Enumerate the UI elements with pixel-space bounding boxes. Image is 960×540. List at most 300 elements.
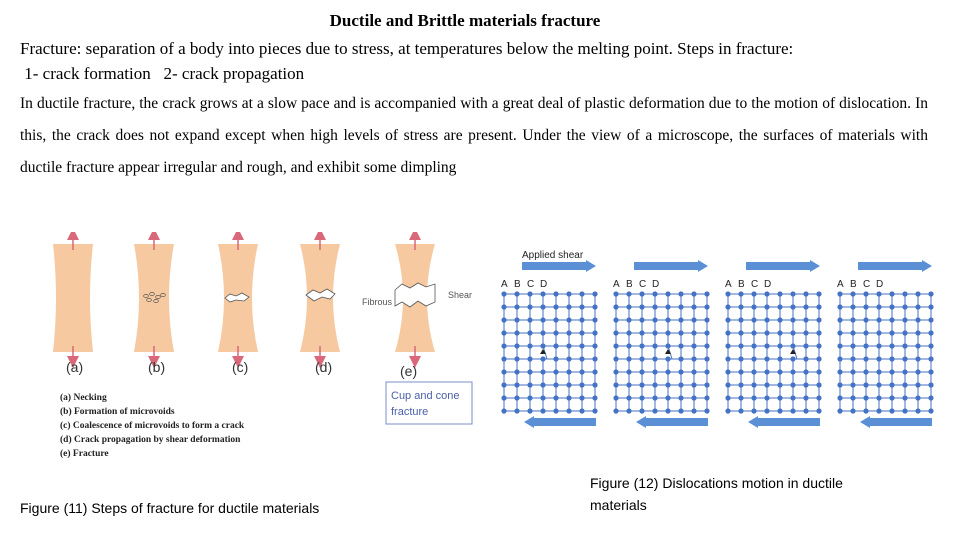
lattice-atom bbox=[652, 330, 657, 335]
lattice-atom bbox=[613, 369, 618, 374]
lattice-atom bbox=[691, 356, 696, 361]
column-label: C bbox=[863, 279, 871, 290]
lattice-atom bbox=[889, 382, 894, 387]
lattice-atom bbox=[540, 382, 545, 387]
lattice-atom bbox=[790, 356, 795, 361]
lattice-atom bbox=[665, 291, 670, 296]
lattice-atom bbox=[626, 408, 631, 413]
lattice-atom bbox=[725, 304, 730, 309]
lattice-atom bbox=[850, 395, 855, 400]
stage-label-a: (a) bbox=[66, 359, 84, 375]
lattice-atom bbox=[764, 382, 769, 387]
lattice-atom bbox=[639, 369, 644, 374]
lattice-atom bbox=[626, 395, 631, 400]
lattice-atom bbox=[738, 382, 743, 387]
lattice-atom bbox=[915, 369, 920, 374]
lattice-atom bbox=[553, 330, 558, 335]
column-label: D bbox=[540, 279, 548, 290]
lattice-atom bbox=[928, 343, 933, 348]
shear-arrow-bottom-head bbox=[524, 416, 534, 428]
lattice-atom bbox=[665, 369, 670, 374]
lattice-atom bbox=[540, 343, 545, 348]
lattice-atom bbox=[691, 317, 696, 322]
lattice-atom bbox=[527, 317, 532, 322]
lattice-atom bbox=[678, 356, 683, 361]
lattice-atom bbox=[751, 369, 756, 374]
lattice-atom bbox=[527, 408, 532, 413]
lattice-atom bbox=[553, 356, 558, 361]
lattice-atom bbox=[626, 330, 631, 335]
lattice-atom bbox=[889, 343, 894, 348]
lattice-atom bbox=[652, 382, 657, 387]
lattice-atom bbox=[514, 304, 519, 309]
lattice-atom bbox=[527, 330, 532, 335]
lattice-atom bbox=[725, 395, 730, 400]
lattice-atom bbox=[863, 291, 868, 296]
lattice-atom bbox=[613, 408, 618, 413]
lattice-atom bbox=[915, 317, 920, 322]
lattice-atom bbox=[850, 369, 855, 374]
lattice-atom bbox=[816, 382, 821, 387]
lattice-atom bbox=[837, 369, 842, 374]
lattice-atom bbox=[613, 395, 618, 400]
lattice-atom bbox=[850, 382, 855, 387]
lattice-atom bbox=[902, 369, 907, 374]
lattice-atom bbox=[902, 343, 907, 348]
lattice-atom bbox=[704, 304, 709, 309]
lattice-atom bbox=[553, 369, 558, 374]
lattice-atom bbox=[639, 395, 644, 400]
lattice-atom bbox=[501, 408, 506, 413]
lattice-atom bbox=[592, 330, 597, 335]
lattice-atom bbox=[613, 356, 618, 361]
lattice-atom bbox=[501, 304, 506, 309]
lattice-atom bbox=[592, 382, 597, 387]
lattice-atom bbox=[665, 304, 670, 309]
column-label: D bbox=[652, 279, 660, 290]
lattice-atom bbox=[837, 291, 842, 296]
lattice-atom bbox=[790, 408, 795, 413]
lattice-atom bbox=[691, 343, 696, 348]
lattice-atom bbox=[527, 356, 532, 361]
lattice-atom bbox=[889, 369, 894, 374]
lattice-atom bbox=[566, 317, 571, 322]
lattice-atom bbox=[678, 343, 683, 348]
lattice-atom bbox=[863, 408, 868, 413]
page-title: Ductile and Brittle materials fracture bbox=[329, 11, 601, 30]
lattice-atom bbox=[863, 356, 868, 361]
lattice-atom bbox=[626, 356, 631, 361]
lattice-atom bbox=[704, 330, 709, 335]
shear-arrow-bottom-head bbox=[860, 416, 870, 428]
lattice-atom bbox=[816, 304, 821, 309]
lattice-atom bbox=[837, 356, 842, 361]
lattice-atom bbox=[902, 382, 907, 387]
lattice-atom bbox=[639, 304, 644, 309]
lattice-atom bbox=[764, 317, 769, 322]
lattice-atom bbox=[501, 382, 506, 387]
lattice-atom bbox=[678, 330, 683, 335]
lattice-atom bbox=[540, 356, 545, 361]
lattice-atom bbox=[691, 395, 696, 400]
legend-necking: (a) Necking bbox=[60, 393, 107, 403]
lattice-atom bbox=[915, 395, 920, 400]
lattice-atom bbox=[850, 291, 855, 296]
lattice-atom bbox=[777, 317, 782, 322]
lattice-atom bbox=[691, 382, 696, 387]
lattice-atom bbox=[902, 395, 907, 400]
ductile-paragraph: In ductile fracture, the crack grows at a slow pace and is accompanied with a great deal of plastic deformation due to the motion of dislocation. In this, the crack does not expand except when high levels of stress are present. Under the view of a microscope, the surfaces of materials with ductile fracture appear irregular and rough, and exhibit some dimpling bbox=[20, 95, 928, 176]
lattice-atom bbox=[514, 382, 519, 387]
lattice-atom bbox=[691, 304, 696, 309]
lattice-atom bbox=[540, 369, 545, 374]
figure-12-caption-line-2: materials bbox=[590, 497, 647, 513]
lattice-atom bbox=[665, 330, 670, 335]
lattice-atom bbox=[928, 291, 933, 296]
lattice-panel bbox=[725, 260, 822, 428]
shear-arrow-top-head bbox=[586, 260, 596, 272]
lattice-atom bbox=[751, 304, 756, 309]
lattice-atom bbox=[928, 330, 933, 335]
lattice-atom bbox=[863, 343, 868, 348]
lattice-atom bbox=[665, 408, 670, 413]
lattice-atom bbox=[863, 395, 868, 400]
lattice-atom bbox=[902, 356, 907, 361]
lattice-atom bbox=[553, 382, 558, 387]
lattice-atom bbox=[579, 291, 584, 296]
lattice-atom bbox=[579, 304, 584, 309]
lattice-atom bbox=[816, 356, 821, 361]
column-label: B bbox=[514, 279, 521, 290]
lattice-atom bbox=[501, 369, 506, 374]
fibrous-label: Fibrous bbox=[362, 297, 393, 307]
lattice-atom bbox=[652, 291, 657, 296]
lattice-atom bbox=[889, 395, 894, 400]
lattice-atom bbox=[704, 343, 709, 348]
lattice-atom bbox=[704, 369, 709, 374]
lattice-atom bbox=[803, 291, 808, 296]
lattice-atom bbox=[579, 382, 584, 387]
lattice-atom bbox=[803, 382, 808, 387]
lattice-atom bbox=[803, 317, 808, 322]
applied-shear-label: Applied shear bbox=[522, 250, 584, 261]
lattice-atom bbox=[764, 343, 769, 348]
lattice-atom bbox=[850, 408, 855, 413]
lattice-atom bbox=[816, 330, 821, 335]
specimen-a bbox=[53, 244, 93, 352]
lattice-atom bbox=[777, 356, 782, 361]
column-label: A bbox=[725, 279, 732, 290]
lattice-atom bbox=[540, 317, 545, 322]
lattice-atom bbox=[527, 369, 532, 374]
lattice-atom bbox=[928, 382, 933, 387]
lattice-atom bbox=[876, 356, 881, 361]
lattice-atom bbox=[626, 343, 631, 348]
lattice-atom bbox=[803, 369, 808, 374]
lattice-atom bbox=[553, 317, 558, 322]
lattice-atom bbox=[889, 330, 894, 335]
column-label: B bbox=[738, 279, 745, 290]
lattice-atom bbox=[514, 395, 519, 400]
stage-label-e: (e) bbox=[400, 363, 418, 379]
lattice-atom bbox=[790, 330, 795, 335]
column-label: C bbox=[639, 279, 647, 290]
lattice-atom bbox=[514, 356, 519, 361]
lattice-atom bbox=[915, 304, 920, 309]
intro-steps: 1- crack formation 2- crack propagation bbox=[20, 64, 305, 83]
shear-label: Shear bbox=[448, 290, 473, 300]
lattice-atom bbox=[803, 343, 808, 348]
lattice-atom bbox=[751, 382, 756, 387]
lattice-atom bbox=[579, 369, 584, 374]
lattice-atom bbox=[514, 408, 519, 413]
lattice-atom bbox=[613, 330, 618, 335]
lattice-atom bbox=[837, 395, 842, 400]
lattice-atom bbox=[527, 291, 532, 296]
lattice-atom bbox=[553, 343, 558, 348]
lattice-atom bbox=[928, 356, 933, 361]
lattice-atom bbox=[725, 291, 730, 296]
lattice-atom bbox=[863, 382, 868, 387]
lattice-atom bbox=[678, 304, 683, 309]
lattice-atom bbox=[613, 382, 618, 387]
lattice-atom bbox=[626, 304, 631, 309]
lattice-atom bbox=[738, 330, 743, 335]
lattice-atom bbox=[652, 356, 657, 361]
lattice-atom bbox=[639, 343, 644, 348]
lattice-atom bbox=[592, 369, 597, 374]
lattice-atom bbox=[738, 408, 743, 413]
lattice-atom bbox=[790, 369, 795, 374]
lattice-atom bbox=[738, 369, 743, 374]
lattice-atom bbox=[592, 408, 597, 413]
lattice-atom bbox=[738, 343, 743, 348]
lattice-atom bbox=[540, 291, 545, 296]
lattice-atom bbox=[850, 356, 855, 361]
column-label: B bbox=[626, 279, 633, 290]
lattice-atom bbox=[579, 317, 584, 322]
intro-text bbox=[20, 36, 940, 86]
lattice-atom bbox=[514, 330, 519, 335]
shear-arrow-top-head bbox=[810, 260, 820, 272]
lattice-atom bbox=[566, 369, 571, 374]
lattice-panel bbox=[613, 260, 710, 428]
figure-12-dislocation-motion bbox=[498, 240, 948, 435]
lattice-atom bbox=[639, 330, 644, 335]
figure-11-caption: Figure (11) Steps of fracture for ductile materials bbox=[20, 500, 320, 516]
lattice-atom bbox=[639, 408, 644, 413]
lattice-atom bbox=[777, 291, 782, 296]
lattice-atom bbox=[863, 369, 868, 374]
lattice-atom bbox=[592, 317, 597, 322]
lattice-atom bbox=[902, 330, 907, 335]
lattice-atom bbox=[579, 408, 584, 413]
fracture-gap bbox=[395, 283, 435, 307]
lattice-atom bbox=[501, 291, 506, 296]
lattice-atom bbox=[592, 395, 597, 400]
lattice-atom bbox=[816, 317, 821, 322]
lattice-atom bbox=[902, 304, 907, 309]
lattice-atom bbox=[678, 395, 683, 400]
shear-arrow-bottom-head bbox=[636, 416, 646, 428]
lattice-atom bbox=[790, 343, 795, 348]
lattice-atom bbox=[553, 304, 558, 309]
lattice-atom bbox=[566, 291, 571, 296]
lattice-atom bbox=[863, 330, 868, 335]
lattice-atom bbox=[566, 343, 571, 348]
lattice-atom bbox=[876, 304, 881, 309]
lattice-atom bbox=[928, 369, 933, 374]
lattice-atom bbox=[816, 408, 821, 413]
lattice-atom bbox=[665, 382, 670, 387]
lattice-atom bbox=[803, 408, 808, 413]
lattice-atom bbox=[816, 291, 821, 296]
lattice-atom bbox=[738, 291, 743, 296]
lattice-atom bbox=[863, 304, 868, 309]
legend-coalescence: (c) Coalescence of microvoids to form a crack bbox=[60, 421, 245, 431]
legend-fracture: (e) Fracture bbox=[60, 449, 109, 459]
lattice-atom bbox=[704, 317, 709, 322]
lattice-atom bbox=[777, 343, 782, 348]
lattice-atom bbox=[725, 317, 730, 322]
lattice-atom bbox=[514, 291, 519, 296]
lattice-atom bbox=[725, 356, 730, 361]
lattice-atom bbox=[902, 408, 907, 413]
lattice-atom bbox=[738, 356, 743, 361]
lattice-atom bbox=[803, 304, 808, 309]
lattice-atom bbox=[764, 330, 769, 335]
lattice-atom bbox=[579, 330, 584, 335]
lattice-atom bbox=[592, 291, 597, 296]
lattice-atom bbox=[704, 382, 709, 387]
lattice-atom bbox=[652, 317, 657, 322]
lattice-atom bbox=[889, 304, 894, 309]
lattice-atom bbox=[678, 408, 683, 413]
lattice-atom bbox=[915, 291, 920, 296]
stage-label-c: (c) bbox=[232, 359, 249, 375]
lattice-atom bbox=[613, 291, 618, 296]
lattice-atom bbox=[816, 343, 821, 348]
lattice-atom bbox=[751, 408, 756, 413]
lattice-atom bbox=[777, 304, 782, 309]
lattice-atom bbox=[691, 369, 696, 374]
lattice-atom bbox=[566, 395, 571, 400]
lattice-atom bbox=[704, 395, 709, 400]
lattice-atom bbox=[850, 317, 855, 322]
lattice-atom bbox=[725, 382, 730, 387]
lattice-atom bbox=[553, 395, 558, 400]
lattice-atom bbox=[540, 408, 545, 413]
lattice-atom bbox=[725, 369, 730, 374]
lattice-atom bbox=[691, 330, 696, 335]
lattice-atom bbox=[514, 369, 519, 374]
column-label: D bbox=[764, 279, 772, 290]
lattice-atom bbox=[889, 356, 894, 361]
lattice-atom bbox=[751, 343, 756, 348]
lattice-atom bbox=[816, 395, 821, 400]
lattice-atom bbox=[501, 343, 506, 348]
lattice-panel bbox=[837, 260, 934, 428]
lattice-atom bbox=[764, 395, 769, 400]
lattice-atom bbox=[678, 382, 683, 387]
lattice-atom bbox=[592, 356, 597, 361]
lattice-atom bbox=[613, 304, 618, 309]
lattice-atom bbox=[652, 304, 657, 309]
lattice-atom bbox=[876, 395, 881, 400]
lattice-atom bbox=[863, 317, 868, 322]
lattice-atom bbox=[876, 317, 881, 322]
cup-cone-label-1: Cup and cone bbox=[391, 390, 460, 402]
lattice-atom bbox=[704, 291, 709, 296]
lattice-atom bbox=[678, 369, 683, 374]
lattice-atom bbox=[592, 304, 597, 309]
lattice-atom bbox=[652, 369, 657, 374]
lattice-atom bbox=[764, 356, 769, 361]
lattice-atom bbox=[639, 291, 644, 296]
lattice-atom bbox=[665, 395, 670, 400]
lattice-atom bbox=[764, 408, 769, 413]
lattice-atom bbox=[850, 330, 855, 335]
lattice-atom bbox=[876, 369, 881, 374]
lattice-atom bbox=[678, 317, 683, 322]
lattice-atom bbox=[837, 330, 842, 335]
column-label: B bbox=[850, 279, 857, 290]
lattice-atom bbox=[876, 408, 881, 413]
lattice-atom bbox=[613, 343, 618, 348]
lattice-atom bbox=[790, 395, 795, 400]
lattice-atom bbox=[876, 291, 881, 296]
lattice-atom bbox=[751, 317, 756, 322]
column-label: A bbox=[837, 279, 844, 290]
lattice-atom bbox=[579, 343, 584, 348]
lattice-atom bbox=[790, 291, 795, 296]
lattice-atom bbox=[691, 408, 696, 413]
lattice-atom bbox=[652, 395, 657, 400]
lattice-atom bbox=[751, 330, 756, 335]
lattice-atom bbox=[876, 343, 881, 348]
lattice-atom bbox=[928, 304, 933, 309]
lattice-atom bbox=[540, 304, 545, 309]
lattice-atom bbox=[764, 304, 769, 309]
lattice-atom bbox=[837, 408, 842, 413]
lattice-atom bbox=[725, 330, 730, 335]
shear-arrow-top-head bbox=[922, 260, 932, 272]
lattice-atom bbox=[837, 343, 842, 348]
lattice-atom bbox=[691, 291, 696, 296]
lattice-atom bbox=[751, 395, 756, 400]
lattice-atom bbox=[566, 408, 571, 413]
lattice-atom bbox=[837, 304, 842, 309]
lattice-atom bbox=[501, 395, 506, 400]
lattice-atom bbox=[626, 317, 631, 322]
stage-label-d: (d) bbox=[315, 359, 333, 375]
lattice-atom bbox=[652, 343, 657, 348]
lattice-atom bbox=[928, 408, 933, 413]
lattice-atom bbox=[626, 382, 631, 387]
lattice-atom bbox=[928, 395, 933, 400]
lattice-atom bbox=[850, 343, 855, 348]
lattice-atom bbox=[704, 356, 709, 361]
lattice-atom bbox=[803, 330, 808, 335]
lattice-atom bbox=[902, 291, 907, 296]
lattice-atom bbox=[566, 382, 571, 387]
lattice-atom bbox=[738, 395, 743, 400]
lattice-atom bbox=[514, 343, 519, 348]
lattice-atom bbox=[803, 395, 808, 400]
lattice-atom bbox=[704, 408, 709, 413]
lattice-atom bbox=[566, 304, 571, 309]
lattice-atom bbox=[592, 343, 597, 348]
